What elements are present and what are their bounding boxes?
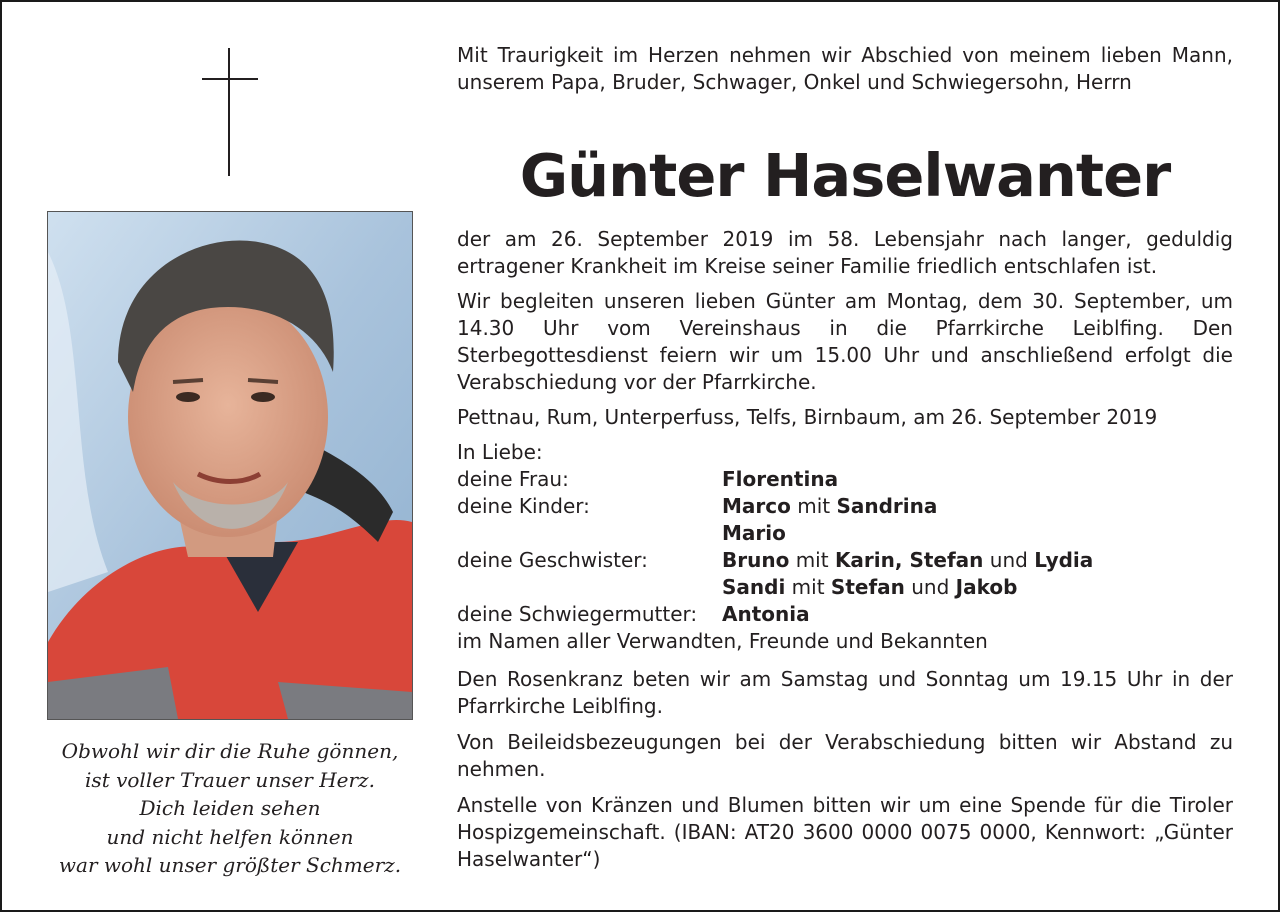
connector: mit	[795, 548, 829, 572]
mourner-label: deine Geschwister:	[457, 548, 648, 572]
mourner-name: Sandrina	[836, 494, 938, 518]
mourner-row	[457, 520, 1233, 547]
mourner-row	[457, 547, 1233, 574]
mourner-name: Sandi	[722, 575, 786, 599]
connector: und	[911, 575, 950, 599]
mourners-heading: In Liebe:	[457, 440, 543, 464]
mourner-name: Marco	[722, 494, 791, 518]
mourner-name: Antonia	[722, 602, 810, 626]
mourner-row	[457, 574, 1233, 601]
mourner-label: deine Schwiegermutter:	[457, 602, 698, 626]
verse-line: Dich leiden sehen	[139, 796, 321, 820]
verse-line: Obwohl wir dir die Ruhe gönnen,	[61, 739, 399, 763]
mourner-name: Bruno	[722, 548, 790, 572]
mourner-name: Karin, Stefan	[834, 548, 984, 572]
memorial-verse	[32, 737, 428, 880]
mourner-row	[457, 493, 1233, 520]
funeral-details: Wir begleiten unseren lieben Günter am Montag, dem 30. September, um 14.30 Uhr vom Vereinshaus in die Pfarrkirche Leiblfing. Den Sterbegottesdienst feiern wir um 15.00 Uhr und anschließend erfolgt die Verabschiedung vor der Pfarrkirche.	[457, 289, 1233, 394]
verse-line: und nicht helfen können	[106, 824, 354, 849]
death-notice: der am 26. September 2019 im 58. Lebensjahr nach langer, geduldig ertragener Krankheit im Kreise seiner Familie friedlich entschlafen ist.	[457, 227, 1233, 278]
condolences-text: Von Beileidsbezeugungen bei der Verabschiedung bitten wir Abstand zu nehmen.	[457, 730, 1233, 781]
portrait-photo	[47, 211, 413, 720]
place-date: Pettnau, Rum, Unterperfuss, Telfs, Birnbaum, am 26. September 2019	[457, 405, 1158, 429]
mourner-label: deine Frau:	[457, 467, 569, 491]
connector: mit	[791, 575, 825, 599]
mourner-name: Mario	[722, 521, 786, 545]
intro-text: Mit Traurigkeit im Herzen nehmen wir Abschied von meinem lieben Mann, unserem Papa, Bruder, Schwager, Onkel und Schwiegersohn, Herrn	[457, 43, 1233, 94]
mourner-name: Florentina	[722, 467, 839, 491]
mourner-row	[457, 601, 1233, 628]
mourner-row	[457, 466, 1233, 493]
mourner-name: Jakob	[955, 575, 1018, 599]
verse-line: ist voller Trauer unser Herz.	[85, 767, 375, 792]
connector: und	[989, 548, 1028, 572]
cross-icon	[202, 48, 258, 176]
mourners-closing: im Namen aller Verwandten, Freunde und Bekannten	[457, 629, 988, 653]
rosary-text: Den Rosenkranz beten wir am Samstag und Sonntag um 19.15 Uhr in der Pfarrkirche Leiblfing.	[457, 667, 1233, 718]
deceased-name: Günter Haselwanter	[519, 141, 1171, 210]
mourner-label: deine Kinder:	[457, 494, 590, 518]
mourners-list	[457, 439, 1233, 655]
verse-line: war wohl unser größter Schmerz.	[58, 853, 402, 877]
mourner-name: Lydia	[1034, 548, 1094, 572]
donation-text: Anstelle von Kränzen und Blumen bitten wir um eine Spende für die Tiroler Hospizgemeinschaft. (IBAN: AT20 3600 0000 0075 0000, Kennwort: „Günter Haselwanter“)	[457, 793, 1233, 871]
connector: mit	[797, 494, 831, 518]
mourner-name: Stefan	[830, 575, 905, 599]
